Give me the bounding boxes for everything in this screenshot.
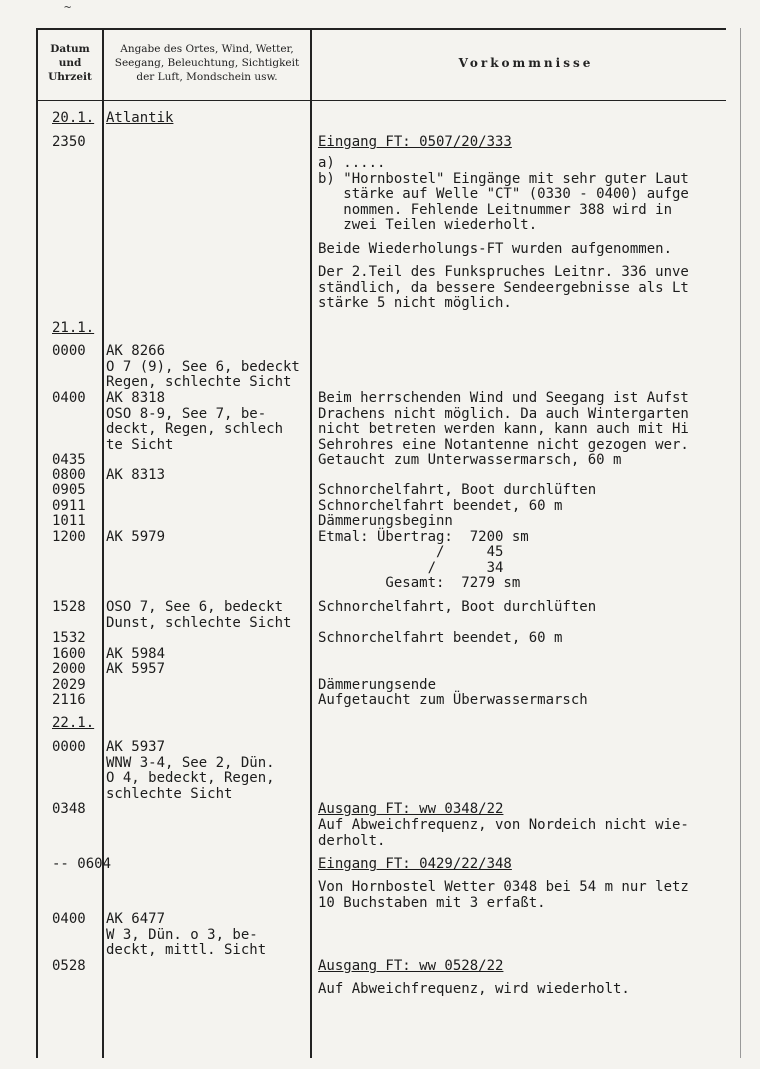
entry-date-time: 0528 bbox=[52, 958, 86, 974]
entry-events: Auf Abweichfrequenz, wird wiederholt. bbox=[318, 981, 630, 997]
corner-mark: ~ bbox=[64, 0, 72, 14]
entry-location-weather: AK 8313 bbox=[106, 467, 166, 483]
top-rule bbox=[36, 28, 726, 30]
entry-date-time: 21.1. bbox=[52, 320, 95, 336]
entry-events: Von Hornbostel Wetter 0348 bei 54 m nur letz 10 Buchstaben mit 3 erfaßt. bbox=[318, 879, 689, 911]
place-column-divider bbox=[310, 28, 312, 1058]
entry-date-time: 0000 bbox=[52, 343, 86, 359]
entry-date-time: 0400 bbox=[52, 911, 86, 927]
entry-date-time: 1528 bbox=[52, 599, 86, 615]
entry-date-time: 0400 bbox=[52, 390, 86, 406]
entry-events: Ausgang FT: ww 0528/22 bbox=[318, 958, 504, 974]
entry-date-time: 22.1. bbox=[52, 715, 95, 731]
entry-date-time: 0348 bbox=[52, 801, 86, 817]
entry-date-time: 1532 1600 2000 2029 2116 bbox=[52, 630, 86, 708]
entry-events: Eingang FT: 0429/22/348 bbox=[318, 856, 512, 872]
entry-events: Getaucht zum Unterwassermarsch, 60 m bbox=[318, 452, 622, 468]
entry-events: a) ..... b) "Hornbostel" Eingänge mit sehr guter Laut stärke auf Welle "CT" (0330 - 0400) aufge nommen. Fehlende Leitnummer 388 wird in zwei Teilen wiederholt. bbox=[318, 155, 689, 233]
entry-events: Eingang FT: 0507/20/333 bbox=[318, 134, 512, 150]
entry-location-weather: OSO 7, See 6, bedeckt Dunst, schlechte Sicht bbox=[106, 599, 292, 631]
entry-date-time: 0000 bbox=[52, 739, 86, 755]
entry-date-time: 0905 0911 1011 1200 bbox=[52, 482, 86, 545]
entry-date-time: 20.1. bbox=[52, 110, 95, 126]
entry-location-weather: AK 8318 OSO 8-9, See 7, be- deckt, Regen, schlech te Sicht bbox=[106, 390, 284, 453]
entry-events: Beide Wiederholungs-FT wurden aufgenommen. bbox=[318, 241, 673, 257]
entry-date-time: -- 0604 bbox=[52, 856, 112, 872]
entry-date-time: 0800 bbox=[52, 467, 86, 483]
entry-date-time: 2350 bbox=[52, 134, 86, 150]
left-border bbox=[36, 28, 38, 1058]
header-place-column: Angabe des Ortes, Wind, Wetter, Seegang, Beleuchtung, Sichtigkeit der Luft, Mondschein usw. bbox=[114, 43, 300, 83]
entry-location-weather: AK 5937 WNW 3-4, See 2, Dün. O 4, bedeckt, Regen, schlechte Sicht bbox=[106, 739, 275, 802]
entry-events: Schnorchelfahrt, Boot durchlüften Schnorchelfahrt beendet, 60 m Dämmerungsbeginn Etmal: Übertrag: 7200 sm / 45 / 34 Gesamt: 7279 sm bbox=[318, 482, 597, 591]
header-rule bbox=[36, 100, 726, 101]
entry-location-weather: AK 6477 W 3, Dün. o 3, be- deckt, mittl. Sicht bbox=[106, 911, 267, 958]
entry-events: Schnorchelfahrt, Boot durchlüften bbox=[318, 599, 597, 615]
entry-location-weather: AK 8266 O 7 (9), See 6, bedeckt Regen, schlechte Sicht bbox=[106, 343, 300, 390]
date-column-divider bbox=[102, 28, 104, 1058]
header-date-column: Datum und Uhrzeit bbox=[48, 43, 92, 83]
entry-events: Ausgang FT: ww 0348/22 bbox=[318, 801, 504, 817]
header-events-column: Vorkommnisse bbox=[458, 56, 594, 70]
entry-events: Der 2.Teil des Funkspruches Leitnr. 336 unve ständlich, da bessere Sendeergebnisse als Lt stärke 5 nicht möglich. bbox=[318, 264, 689, 311]
entry-location-weather: AK 5984 AK 5957 bbox=[106, 645, 166, 677]
entry-date-time: 0435 bbox=[52, 452, 86, 468]
entry-location-weather: Atlantik bbox=[106, 110, 174, 126]
entry-events: Beim herrschenden Wind und Seegang ist Aufst Drachens nicht möglich. Da auch Wintergarten nicht betreten werden kann, kann auch mit Hi Sehrohres eine Notantenne nicht gezogen wer. bbox=[318, 390, 689, 453]
right-border bbox=[740, 28, 741, 1058]
entry-location-weather: AK 5979 bbox=[106, 528, 166, 545]
entry-events: Schnorchelfahrt beendet, 60 m Dämmerungsende Aufgetaucht zum Überwassermarsch bbox=[318, 630, 588, 708]
entry-events: Auf Abweichfrequenz, von Nordeich nicht wie- derholt. bbox=[318, 817, 689, 849]
